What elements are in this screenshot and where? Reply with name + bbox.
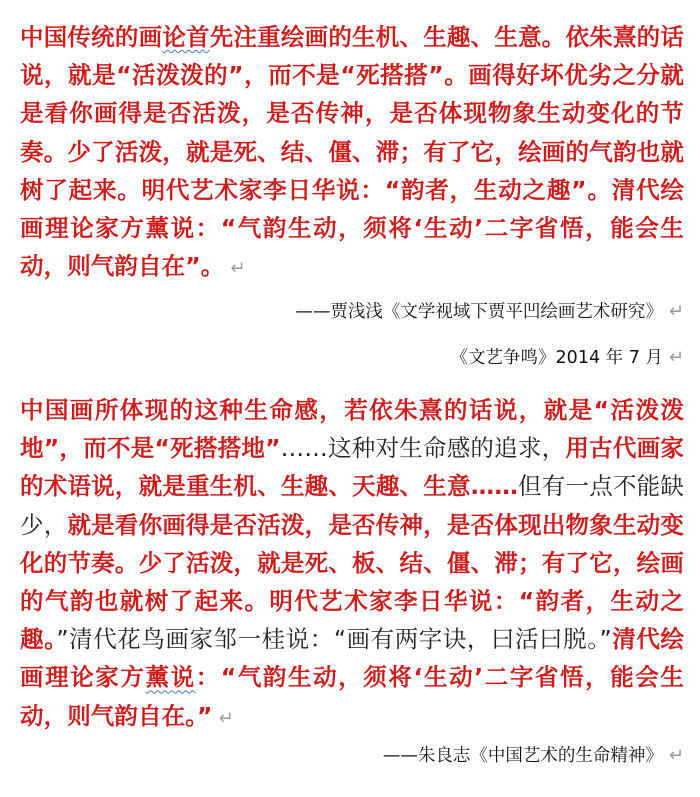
passage-2-seg-5: 就是看你画得是否活泼，是否传神，是否体现出物象生动变化的节奏。少了活泼，就是死、板、结、僵、滞；有了它，绘画的气韵也就树了起来。明代艺术家李日华说：“韵者，生动之趣。 [20, 510, 684, 654]
attribution-1-text: ——贾浅浅《文学视域下贾平凹绘画艺术研究》 [295, 302, 663, 322]
passage-2-seg-3: 用古代画家的术语说，就是重生机、生趣、天趣、生意…… [20, 434, 684, 501]
passage-1-part-a: 中国传统的画 [20, 23, 163, 51]
passage-2-seg-6: ”清代花鸟画家邹一桂说：“画有两字诀，曰活曰脱。” [56, 625, 612, 654]
spellcheck-flagged-text: 薰说 [145, 663, 196, 692]
passage-2-seg-9: ：“气韵生动，须将‘生动’二字省悟，能会生动，则气韵自在。” [20, 663, 685, 730]
attribution-zhu-liangzhi [383, 743, 684, 769]
passage-2-seg-7: 清代绘画理论家方 [20, 625, 684, 692]
paragraph-mark-icon: ↵ [218, 707, 234, 729]
source-1-text: 《文艺争鸣》2014 年 7 月 [450, 348, 663, 368]
passage-2-seg-4: 但有一点不能缺少， [20, 472, 684, 539]
paragraph-mark-icon: ↵ [668, 745, 684, 766]
source-journal [451, 345, 684, 371]
passage-1-part-c: 先注重绘画的生机、生趣、生意。依朱熹的话说，就是“活泼泼的”，而不是“死搭搭”。画得好坏优劣之分就是看你画得是否活泼，是否传神，是否体现物象生动变化的节奏。少了活泼，就是死、结、僵、滞；有了它，绘画的气韵也就树了起来。明代艺术家李日华说：“韵者，生动之趣”。清代绘画理论家方薰说：“气韵生动，须将‘生动’二字省悟，能会生动，则气韵自在”。 [20, 23, 684, 281]
paragraph-mark-icon: ↵ [668, 347, 684, 368]
passage-jia-qianqian [20, 18, 684, 288]
attribution-jia-qianqian [295, 299, 684, 325]
passage-2-seg-1: 中国画所体现的这种生命感，若依朱熹的话说，就是“活泼泼地”，而不是“死搭搭地” [20, 396, 684, 463]
paragraph-mark-icon: ↵ [230, 258, 246, 280]
passage-2-seg-2: ……这种对生命感的追求， [280, 434, 566, 463]
paragraph-mark-icon: ↵ [668, 301, 684, 322]
attribution-2-text: ——朱良志《中国艺术的生命精神》 [382, 746, 663, 766]
passage-zhu-liangzhi [20, 391, 684, 738]
spellcheck-flagged-text: 论首 [162, 23, 210, 51]
